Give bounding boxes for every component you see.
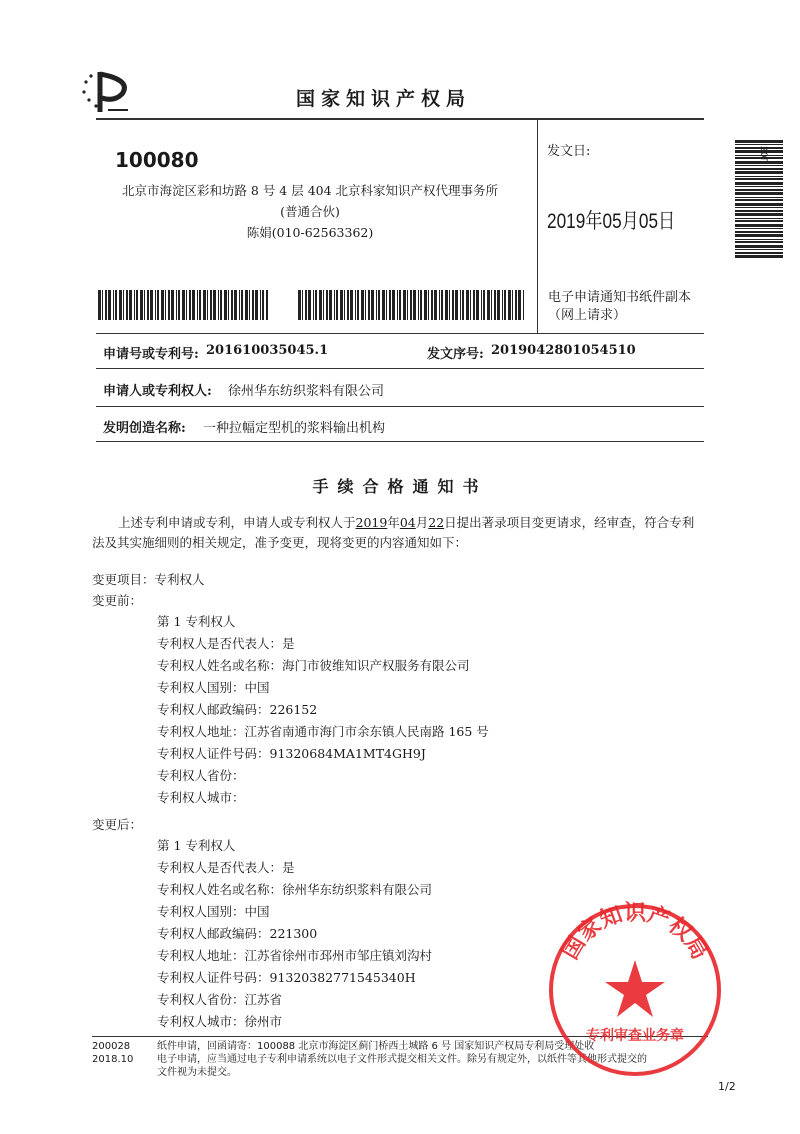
invention-label: 发明创造名称: [103, 421, 186, 436]
svg-text:国家知识产权局 [558, 901, 712, 964]
recipient-address [100, 180, 520, 243]
after-province: 专利权人省份：江苏省 [157, 992, 283, 1007]
before-city: 专利权人城市： [157, 790, 245, 805]
row-rule-2 [96, 368, 704, 369]
footer-line-1: 纸件申请，回函请寄：100088 北京市海淀区蓟门桥西土城路 6 号 国家知识产权局专利局受理处收 [157, 1041, 595, 1052]
before-heading: 第 1 专利权人 [157, 614, 236, 629]
dispatch-date: 2019年05月05日 [547, 210, 676, 233]
seal-star-icon [605, 960, 665, 1017]
notice-title: 手续合格通知书 [312, 477, 488, 496]
footer-line-3: 文件视为未提交。 [157, 1067, 237, 1078]
address-line-2: (普通合伙) [280, 204, 340, 219]
para-part-1: 上述专利申请或专利，申请人或专利权人于 [118, 515, 356, 530]
month-char: 月 [415, 515, 429, 530]
request-day: 22 [428, 515, 445, 530]
office-title: 国家知识产权局 [296, 88, 472, 110]
invention-title: 一种拉幅定型机的浆料输出机构 [203, 421, 386, 436]
seal-top-text: 国家知识产权局 [558, 901, 712, 964]
address-line-3: 陈娟(010-62563362) [246, 225, 374, 240]
before-cert: 专利权人证件号码：91320684MA1MT4GH9J [157, 746, 426, 761]
copy-note: 电子申请通知书纸件副本（网上请求） [548, 290, 692, 323]
after-zip: 专利权人邮政编码：221300 [157, 926, 318, 941]
footer-line-2: 电子申请，应当通过电子专利申请系统以电子文件形式提交相关文件。除另有规定外，以纸件等其他形式提交的 [157, 1054, 647, 1065]
serial-no: 2019042801054510 [491, 343, 636, 358]
before-address: 专利权人地址：江苏省南通市海门市余东镇人民南路 165 号 [157, 724, 489, 739]
after-country: 专利权人国别：中国 [157, 904, 270, 919]
before-rep: 专利权人是否代表人：是 [157, 636, 295, 651]
before-country: 专利权人国别：中国 [157, 680, 270, 695]
request-month: 04 [399, 515, 416, 530]
dispatch-date-label: 发文日: [547, 144, 591, 159]
barcode-right [298, 290, 524, 320]
address-line-1: 北京市海淀区彩和坊路 8 号 4 层 404 北京科家知识产权代理事务所 [121, 183, 499, 198]
before-province: 专利权人省份： [157, 768, 245, 783]
para-part-2: 日提出著录项目变更请求，经审查，符合专 [444, 515, 682, 530]
after-city: 专利权人城市：徐州市 [157, 1014, 283, 1029]
recipient-postcode: 100080 [115, 148, 199, 172]
serial-label: 发文序号: [427, 347, 484, 362]
form-date: 2018.10 [92, 1054, 134, 1065]
before-zip: 专利权人邮政编码：226152 [157, 702, 318, 717]
applicant: 徐州华东纺织浆料有限公司 [228, 384, 385, 399]
after-heading: 第 1 专利权人 [157, 838, 236, 853]
cnipa-logo-icon [80, 70, 135, 115]
change-item: 变更项目：专利权人 [92, 572, 205, 587]
para-part-3: 利法及其实施细则的相关规定，准予变更，现将变更的内容通知如下： [92, 515, 695, 550]
after-cert: 专利权人证件号码：91320382771545340H [157, 970, 416, 985]
applicant-label: 申请人或专利权人: [103, 384, 212, 399]
row-rule-4 [96, 441, 704, 442]
seal-bottom-text: 专利审查业务章 [586, 1028, 684, 1044]
year-char: 年 [387, 515, 400, 530]
request-year: 2019 [355, 515, 388, 530]
official-seal [545, 900, 725, 1080]
after-rep: 专利权人是否代表人：是 [157, 860, 295, 875]
barcode-left [98, 290, 268, 320]
before-name: 专利权人姓名或名称：海门市彼维知识产权服务有限公司 [157, 658, 470, 673]
page-number: 1/2 [718, 1080, 736, 1093]
app-no-label: 申请号或专利号: [103, 347, 199, 362]
header-divider [537, 118, 538, 333]
header-rule [96, 118, 704, 120]
after-label: 变更后： [92, 817, 143, 832]
after-name: 专利权人姓名或名称：徐州华东纺织浆料有限公司 [157, 882, 433, 897]
form-code: 200028 [92, 1041, 131, 1052]
app-no: 201610035045.1 [206, 343, 329, 358]
after-address: 专利权人地址：江苏省徐州市邳州市邹庄镇刘沟村 [157, 948, 433, 963]
before-label: 变更前： [92, 593, 143, 608]
notice-paragraph [92, 513, 702, 553]
row-rule-1 [96, 333, 704, 334]
side-code: 20Γ [758, 146, 768, 163]
row-rule-3 [96, 406, 704, 407]
